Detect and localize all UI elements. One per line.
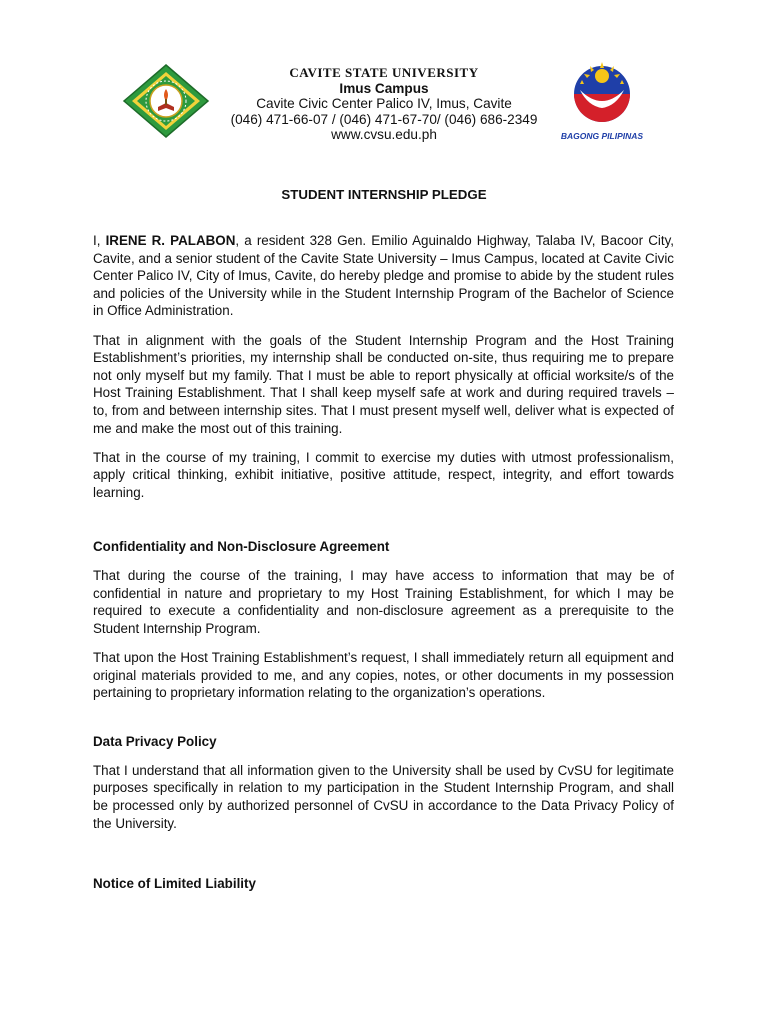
campus-address: Cavite Civic Center Palico IV, Imus, Cavite [256,96,512,112]
student-name: IRENE R. PALABON [105,233,236,248]
confidentiality-heading: Confidentiality and Non-Disclosure Agreement [93,539,390,555]
document-title: STUDENT INTERNSHIP PLEDGE [281,187,487,202]
bagong-pilipinas-text: BAGONG PILIPINAS [560,131,644,141]
liability-heading: Notice of Limited Liability [93,875,256,891]
pledge-paragraph-3: That in the course of my training, I commit to exercise my duties with utmost professionalism, apply critical thinking, exhibit initiative, positive attitude, respect, integrity, and effort towards learning. [93,449,674,500]
bagong-pilipinas-logo [556,60,648,144]
letterhead-text [200,65,568,143]
letterhead [0,60,768,150]
confidentiality-paragraph-1: That during the course of the training, I may have access to information that may be of confidential in nature and proprietary to my Host Training Establishment, for which I may be required to execute a confidentiality and non-disclosure agreement as a prerequisite to the Student Internship Program. [93,568,674,637]
phone-numbers: (046) 471-66-07 / (046) 471-67-70/ (046) 686-2349 [230,111,538,127]
document-body [93,232,674,904]
confidentiality-paragraph-2: That upon the Host Training Establishment’s request, I shall immediately return all equipment and original materials provided to me, and any copies, notes, or other documents in my possession pertaining to proprietary information relating to the organization’s operations. [93,650,674,701]
pledge-p1-start: I, [93,233,106,248]
privacy-heading: Data Privacy Policy [93,733,217,749]
campus-name: Imus Campus [339,80,429,96]
university-name: CAVITE STATE UNIVERSITY [289,65,479,80]
privacy-paragraph-1: That I understand that all information given to the University shall be used by CvSU for legitimate purposes specifically in relation to my participation in the Student Internship Program, and shall be processed only by authorized personnel of CvSU in accordance to the Data Privacy Policy of the University. [93,762,674,831]
pledge-p1-rest: , a resident 328 Gen. Emilio Aguinaldo Highway, Talaba IV, Bacoor City, Cavite, and a senior student of the Cavite State University – Imus Campus, located at Cavite Civic Center Palico IV, City of Imus, Cavite, do hereby pledge and promise to abide by the student rules and policies of the University while in the Student Internship Program of the Bachelor of Science in Office Administration. [93,233,674,319]
website-link[interactable]: www.cvsu.edu.ph [331,127,437,143]
cvsu-seal-logo [122,63,210,139]
pledge-paragraph-1 [93,232,674,320]
pledge-paragraph-2: That in alignment with the goals of the Student Internship Program and the Host Training Establishment’s priorities, my internship shall be conducted on-site, thus requiring me to prepare not only myself but my family. That I must be able to report physically at official worksite/s of the Host Training Establishment. That I shall keep myself safe at work and during required travels – to, from and between internship sites. That I must present myself well, deliver what is expected of me and make the most out of this training. [93,332,674,436]
